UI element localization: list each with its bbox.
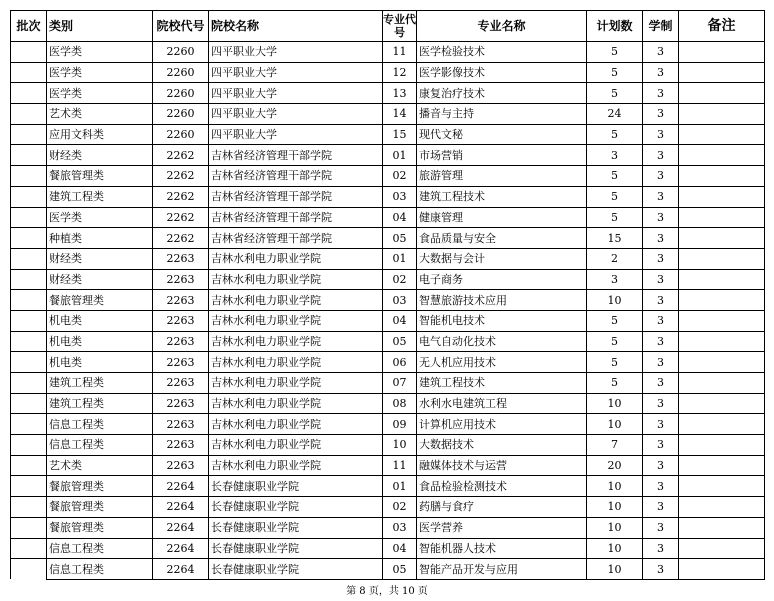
cell-school-code: 2263 bbox=[153, 352, 209, 373]
cell-school-name: 四平职业大学 bbox=[209, 62, 383, 83]
table-row bbox=[11, 269, 765, 290]
cell-duration: 3 bbox=[643, 393, 679, 414]
cell-school-name: 四平职业大学 bbox=[209, 42, 383, 63]
cell-school-name: 四平职业大学 bbox=[209, 104, 383, 125]
table-header-row bbox=[11, 11, 765, 42]
cell-remarks bbox=[679, 186, 765, 207]
cell-school-name: 吉林省经济管理干部学院 bbox=[209, 186, 383, 207]
cell-plan-count: 10 bbox=[587, 290, 643, 311]
cell-major-name: 智能机器人技术 bbox=[417, 538, 587, 559]
cell-duration: 3 bbox=[643, 373, 679, 394]
cell-batch bbox=[11, 269, 47, 290]
cell-remarks bbox=[679, 310, 765, 331]
cell-school-name: 长春健康职业学院 bbox=[209, 559, 383, 580]
cell-remarks bbox=[679, 62, 765, 83]
table-row bbox=[11, 104, 765, 125]
cell-remarks bbox=[679, 248, 765, 269]
header-plan-count: 计划数 bbox=[587, 11, 643, 42]
header-school-name: 院校名称 bbox=[209, 11, 383, 42]
cell-major-name: 大数据技术 bbox=[417, 435, 587, 456]
table-row bbox=[11, 83, 765, 104]
cell-school-code: 2263 bbox=[153, 455, 209, 476]
cell-major-code: 03 bbox=[383, 186, 417, 207]
cell-plan-count: 5 bbox=[587, 62, 643, 83]
cell-major-name: 播音与主持 bbox=[417, 104, 587, 125]
cell-plan-count: 10 bbox=[587, 497, 643, 518]
cell-plan-count: 5 bbox=[587, 83, 643, 104]
cell-batch bbox=[11, 373, 47, 394]
cell-category: 信息工程类 bbox=[47, 538, 153, 559]
cell-duration: 3 bbox=[643, 62, 679, 83]
cell-batch bbox=[11, 83, 47, 104]
cell-plan-count: 20 bbox=[587, 455, 643, 476]
cell-remarks bbox=[679, 373, 765, 394]
cell-duration: 3 bbox=[643, 42, 679, 63]
cell-remarks bbox=[679, 83, 765, 104]
cell-major-name: 医学影像技术 bbox=[417, 62, 587, 83]
cell-plan-count: 2 bbox=[587, 248, 643, 269]
cell-school-code: 2260 bbox=[153, 42, 209, 63]
cell-category: 餐旅管理类 bbox=[47, 166, 153, 187]
cell-major-name: 建筑工程技术 bbox=[417, 186, 587, 207]
cell-school-code: 2264 bbox=[153, 476, 209, 497]
cell-school-code: 2262 bbox=[153, 228, 209, 249]
cell-major-name: 智慧旅游技术应用 bbox=[417, 290, 587, 311]
cell-category: 餐旅管理类 bbox=[47, 497, 153, 518]
cell-major-code: 12 bbox=[383, 62, 417, 83]
cell-category: 机电类 bbox=[47, 310, 153, 331]
cell-major-code: 09 bbox=[383, 414, 417, 435]
table-row bbox=[11, 455, 765, 476]
cell-remarks bbox=[679, 269, 765, 290]
cell-duration: 3 bbox=[643, 476, 679, 497]
page-footer: 第 8 页，共 10 页 bbox=[346, 586, 428, 597]
cell-category: 信息工程类 bbox=[47, 435, 153, 456]
header-school-code: 院校代号 bbox=[153, 11, 209, 42]
cell-school-code: 2260 bbox=[153, 62, 209, 83]
cell-plan-count: 5 bbox=[587, 310, 643, 331]
cell-major-code: 03 bbox=[383, 290, 417, 311]
header-batch: 批次 bbox=[11, 11, 47, 42]
cell-batch bbox=[11, 476, 47, 497]
cell-major-name: 电子商务 bbox=[417, 269, 587, 290]
cell-batch bbox=[11, 186, 47, 207]
cell-duration: 3 bbox=[643, 207, 679, 228]
cell-school-name: 吉林水利电力职业学院 bbox=[209, 455, 383, 476]
cell-major-code: 06 bbox=[383, 352, 417, 373]
cell-duration: 3 bbox=[643, 145, 679, 166]
cell-category: 建筑工程类 bbox=[47, 186, 153, 207]
cell-category: 医学类 bbox=[47, 62, 153, 83]
cell-batch bbox=[11, 414, 47, 435]
cell-batch bbox=[11, 124, 47, 145]
table-row bbox=[11, 62, 765, 83]
cell-major-name: 智能机电技术 bbox=[417, 310, 587, 331]
cell-plan-count: 10 bbox=[587, 476, 643, 497]
cell-major-code: 01 bbox=[383, 476, 417, 497]
cell-duration: 3 bbox=[643, 310, 679, 331]
cell-major-name: 医学检验技术 bbox=[417, 42, 587, 63]
cell-major-code: 04 bbox=[383, 310, 417, 331]
table-row bbox=[11, 497, 765, 518]
cell-plan-count: 3 bbox=[587, 145, 643, 166]
cell-remarks bbox=[679, 331, 765, 352]
cell-school-code: 2263 bbox=[153, 310, 209, 331]
cell-duration: 3 bbox=[643, 352, 679, 373]
cell-plan-count: 24 bbox=[587, 104, 643, 125]
cell-school-name: 吉林水利电力职业学院 bbox=[209, 310, 383, 331]
cell-major-name: 市场营销 bbox=[417, 145, 587, 166]
cell-remarks bbox=[679, 538, 765, 559]
table-row bbox=[11, 414, 765, 435]
cell-school-name: 吉林水利电力职业学院 bbox=[209, 373, 383, 394]
cell-major-code: 14 bbox=[383, 104, 417, 125]
cell-duration: 3 bbox=[643, 269, 679, 290]
cell-duration: 3 bbox=[643, 186, 679, 207]
cell-category: 餐旅管理类 bbox=[47, 476, 153, 497]
cell-school-code: 2264 bbox=[153, 497, 209, 518]
cell-school-code: 2260 bbox=[153, 83, 209, 104]
table-row bbox=[11, 393, 765, 414]
cell-major-code: 01 bbox=[383, 248, 417, 269]
cell-category: 医学类 bbox=[47, 207, 153, 228]
cell-batch bbox=[11, 290, 47, 311]
cell-plan-count: 5 bbox=[587, 124, 643, 145]
cell-school-name: 吉林水利电力职业学院 bbox=[209, 331, 383, 352]
table-row bbox=[11, 310, 765, 331]
cell-category: 机电类 bbox=[47, 331, 153, 352]
cell-school-code: 2263 bbox=[153, 414, 209, 435]
cell-batch bbox=[11, 497, 47, 518]
cell-remarks bbox=[679, 228, 765, 249]
cell-category: 艺术类 bbox=[47, 455, 153, 476]
cell-school-name: 四平职业大学 bbox=[209, 124, 383, 145]
cell-major-code: 03 bbox=[383, 517, 417, 538]
cell-major-name: 康复治疗技术 bbox=[417, 83, 587, 104]
header-major-name: 专业名称 bbox=[417, 11, 587, 42]
cell-school-name: 长春健康职业学院 bbox=[209, 517, 383, 538]
cell-plan-count: 5 bbox=[587, 166, 643, 187]
cell-school-code: 2260 bbox=[153, 124, 209, 145]
cell-remarks bbox=[679, 559, 765, 580]
cell-batch bbox=[11, 228, 47, 249]
cell-school-code: 2263 bbox=[153, 248, 209, 269]
cell-plan-count: 5 bbox=[587, 331, 643, 352]
table-row bbox=[11, 228, 765, 249]
cell-plan-count: 10 bbox=[587, 559, 643, 580]
cell-remarks bbox=[679, 104, 765, 125]
cell-major-code: 02 bbox=[383, 497, 417, 518]
cell-duration: 3 bbox=[643, 497, 679, 518]
cell-duration: 3 bbox=[643, 83, 679, 104]
header-remarks: 备注 bbox=[679, 11, 765, 42]
cell-category: 应用文科类 bbox=[47, 124, 153, 145]
cell-duration: 3 bbox=[643, 517, 679, 538]
cell-major-code: 11 bbox=[383, 455, 417, 476]
cell-school-code: 2262 bbox=[153, 145, 209, 166]
cell-plan-count: 5 bbox=[587, 373, 643, 394]
cell-duration: 3 bbox=[643, 435, 679, 456]
cell-school-code: 2264 bbox=[153, 517, 209, 538]
cell-duration: 3 bbox=[643, 414, 679, 435]
cell-remarks bbox=[679, 497, 765, 518]
cell-plan-count: 5 bbox=[587, 186, 643, 207]
cell-plan-count: 3 bbox=[587, 269, 643, 290]
cell-batch bbox=[11, 207, 47, 228]
table-row bbox=[11, 124, 765, 145]
cell-plan-count: 5 bbox=[587, 42, 643, 63]
cell-duration: 3 bbox=[643, 559, 679, 580]
cell-school-name: 吉林省经济管理干部学院 bbox=[209, 207, 383, 228]
cell-school-name: 吉林水利电力职业学院 bbox=[209, 269, 383, 290]
cell-category: 艺术类 bbox=[47, 104, 153, 125]
cell-remarks bbox=[679, 476, 765, 497]
cell-school-name: 长春健康职业学院 bbox=[209, 497, 383, 518]
cell-remarks bbox=[679, 166, 765, 187]
cell-school-name: 吉林省经济管理干部学院 bbox=[209, 166, 383, 187]
cell-major-name: 药膳与食疗 bbox=[417, 497, 587, 518]
cell-category: 信息工程类 bbox=[47, 414, 153, 435]
cell-school-code: 2262 bbox=[153, 207, 209, 228]
cell-plan-count: 7 bbox=[587, 435, 643, 456]
cell-duration: 3 bbox=[643, 538, 679, 559]
table-row bbox=[11, 290, 765, 311]
cell-duration: 3 bbox=[643, 290, 679, 311]
cell-batch bbox=[11, 538, 47, 559]
cell-batch bbox=[11, 104, 47, 125]
cell-school-code: 2264 bbox=[153, 559, 209, 580]
cell-major-name: 现代文秘 bbox=[417, 124, 587, 145]
header-major-code: 专业代号 bbox=[383, 11, 417, 42]
cell-category: 财经类 bbox=[47, 248, 153, 269]
cell-major-code: 05 bbox=[383, 559, 417, 580]
cell-duration: 3 bbox=[643, 104, 679, 125]
cell-plan-count: 10 bbox=[587, 414, 643, 435]
cell-remarks bbox=[679, 207, 765, 228]
cell-batch bbox=[11, 166, 47, 187]
cell-duration: 3 bbox=[643, 166, 679, 187]
cell-school-name: 吉林水利电力职业学院 bbox=[209, 290, 383, 311]
cell-major-code: 13 bbox=[383, 83, 417, 104]
cell-major-code: 07 bbox=[383, 373, 417, 394]
cell-school-name: 四平职业大学 bbox=[209, 83, 383, 104]
cell-major-name: 大数据与会计 bbox=[417, 248, 587, 269]
cell-batch bbox=[11, 248, 47, 269]
table-body bbox=[11, 42, 765, 580]
header-category: 类别 bbox=[47, 11, 153, 42]
cell-category: 餐旅管理类 bbox=[47, 517, 153, 538]
cell-school-code: 2260 bbox=[153, 104, 209, 125]
cell-major-name: 融媒体技术与运营 bbox=[417, 455, 587, 476]
cell-category: 财经类 bbox=[47, 145, 153, 166]
table-row bbox=[11, 166, 765, 187]
cell-category: 种植类 bbox=[47, 228, 153, 249]
table-row bbox=[11, 207, 765, 228]
cell-major-name: 建筑工程技术 bbox=[417, 373, 587, 394]
cell-school-name: 吉林水利电力职业学院 bbox=[209, 435, 383, 456]
cell-major-name: 健康管理 bbox=[417, 207, 587, 228]
cell-remarks bbox=[679, 517, 765, 538]
cell-remarks bbox=[679, 435, 765, 456]
cell-category: 建筑工程类 bbox=[47, 393, 153, 414]
cell-school-code: 2263 bbox=[153, 290, 209, 311]
cell-category: 财经类 bbox=[47, 269, 153, 290]
table-row bbox=[11, 186, 765, 207]
table-row bbox=[11, 559, 765, 580]
cell-school-code: 2263 bbox=[153, 435, 209, 456]
cell-major-code: 04 bbox=[383, 207, 417, 228]
cell-remarks bbox=[679, 414, 765, 435]
cell-plan-count: 5 bbox=[587, 352, 643, 373]
cell-plan-count: 5 bbox=[587, 207, 643, 228]
cell-major-name: 智能产品开发与应用 bbox=[417, 559, 587, 580]
cell-category: 建筑工程类 bbox=[47, 373, 153, 394]
cell-batch bbox=[11, 517, 47, 538]
cell-batch bbox=[11, 42, 47, 63]
cell-major-code: 08 bbox=[383, 393, 417, 414]
header-duration: 学制 bbox=[643, 11, 679, 42]
cell-major-name: 无人机应用技术 bbox=[417, 352, 587, 373]
table-row bbox=[11, 538, 765, 559]
cell-batch bbox=[11, 62, 47, 83]
cell-major-code: 02 bbox=[383, 166, 417, 187]
cell-school-code: 2264 bbox=[153, 538, 209, 559]
cell-school-name: 吉林水利电力职业学院 bbox=[209, 414, 383, 435]
cell-major-name: 水利水电建筑工程 bbox=[417, 393, 587, 414]
cell-remarks bbox=[679, 352, 765, 373]
cell-plan-count: 10 bbox=[587, 393, 643, 414]
cell-category: 餐旅管理类 bbox=[47, 290, 153, 311]
table-row bbox=[11, 331, 765, 352]
cell-major-code: 11 bbox=[383, 42, 417, 63]
cell-plan-count: 10 bbox=[587, 517, 643, 538]
cell-major-code: 15 bbox=[383, 124, 417, 145]
cell-duration: 3 bbox=[643, 455, 679, 476]
cell-batch bbox=[11, 310, 47, 331]
cell-category: 机电类 bbox=[47, 352, 153, 373]
cell-school-code: 2263 bbox=[153, 269, 209, 290]
table-row bbox=[11, 145, 765, 166]
table-row bbox=[11, 373, 765, 394]
cell-school-name: 吉林水利电力职业学院 bbox=[209, 248, 383, 269]
admission-plan-table bbox=[10, 10, 765, 580]
cell-school-name: 吉林水利电力职业学院 bbox=[209, 352, 383, 373]
cell-duration: 3 bbox=[643, 124, 679, 145]
cell-duration: 3 bbox=[643, 248, 679, 269]
table-row bbox=[11, 42, 765, 63]
cell-major-code: 05 bbox=[383, 228, 417, 249]
cell-remarks bbox=[679, 393, 765, 414]
table-row bbox=[11, 248, 765, 269]
cell-school-name: 吉林省经济管理干部学院 bbox=[209, 145, 383, 166]
cell-remarks bbox=[679, 145, 765, 166]
cell-major-name: 计算机应用技术 bbox=[417, 414, 587, 435]
cell-school-code: 2263 bbox=[153, 331, 209, 352]
table-row bbox=[11, 435, 765, 456]
cell-major-name: 食品质量与安全 bbox=[417, 228, 587, 249]
cell-school-code: 2262 bbox=[153, 186, 209, 207]
cell-school-name: 长春健康职业学院 bbox=[209, 476, 383, 497]
cell-school-code: 2262 bbox=[153, 166, 209, 187]
cell-category: 医学类 bbox=[47, 42, 153, 63]
cell-batch bbox=[11, 455, 47, 476]
table-row bbox=[11, 517, 765, 538]
cell-batch bbox=[11, 393, 47, 414]
cell-plan-count: 10 bbox=[587, 538, 643, 559]
cell-remarks bbox=[679, 124, 765, 145]
cell-batch bbox=[11, 435, 47, 456]
cell-duration: 3 bbox=[643, 228, 679, 249]
cell-duration: 3 bbox=[643, 331, 679, 352]
cell-school-name: 长春健康职业学院 bbox=[209, 538, 383, 559]
cell-category: 医学类 bbox=[47, 83, 153, 104]
cell-batch bbox=[11, 145, 47, 166]
table-row bbox=[11, 352, 765, 373]
cell-category: 信息工程类 bbox=[47, 559, 153, 580]
cell-plan-count: 15 bbox=[587, 228, 643, 249]
cell-remarks bbox=[679, 42, 765, 63]
cell-major-name: 旅游管理 bbox=[417, 166, 587, 187]
cell-school-name: 吉林省经济管理干部学院 bbox=[209, 228, 383, 249]
cell-major-name: 食品检验检测技术 bbox=[417, 476, 587, 497]
cell-school-code: 2263 bbox=[153, 373, 209, 394]
cell-batch bbox=[11, 352, 47, 373]
cell-major-name: 医学营养 bbox=[417, 517, 587, 538]
cell-remarks bbox=[679, 290, 765, 311]
cell-batch bbox=[11, 331, 47, 352]
cell-major-code: 10 bbox=[383, 435, 417, 456]
table-row bbox=[11, 476, 765, 497]
cell-major-code: 02 bbox=[383, 269, 417, 290]
cell-major-code: 05 bbox=[383, 331, 417, 352]
cell-remarks bbox=[679, 455, 765, 476]
cell-school-code: 2263 bbox=[153, 393, 209, 414]
cell-batch bbox=[11, 559, 47, 580]
cell-school-name: 吉林水利电力职业学院 bbox=[209, 393, 383, 414]
cell-major-code: 04 bbox=[383, 538, 417, 559]
cell-major-code: 01 bbox=[383, 145, 417, 166]
cell-major-name: 电气自动化技术 bbox=[417, 331, 587, 352]
